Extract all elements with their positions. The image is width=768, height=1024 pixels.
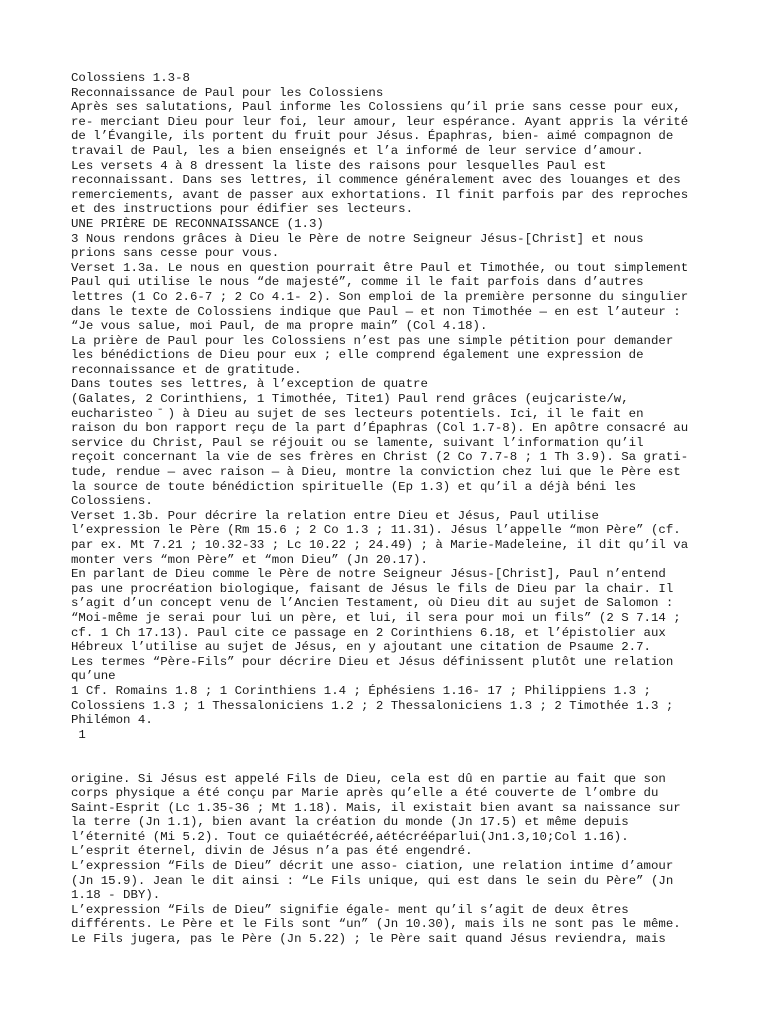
text-line: tude, rendue — avec raison — à Dieu, montre la conviction chez lui que le Père est: [71, 465, 681, 480]
text-line: Le Fils jugera, pas le Père (Jn 5.22) ; le Père sait quand Jésus reviendra, mais: [71, 932, 666, 947]
text-line: la terre (Jn 1.1), bien avant la création du monde (Jn 17.5) et même depuis: [71, 815, 629, 830]
text-line: service du Christ, Paul se réjouit ou se lamente, suivant l’information qu’il: [71, 435, 644, 450]
text-line: remerciements, avant de passer aux exhortations. Il finit parfois par des reproches: [71, 187, 689, 202]
text-line: Colossiens.: [71, 494, 153, 509]
text-line: par ex. Mt 7.21 ; 10.32-33 ; Lc 10.22 ; 24.49) ; à Marie-Madeleine, il dit qu’il va: [71, 538, 689, 552]
text-line: Verset 1.3b. Pour décrire la relation entre Dieu et Jésus, Paul utilise: [71, 508, 599, 523]
text-line: “Je vous salue, moi Paul, de ma propre main” (Col 4.18).: [71, 319, 488, 334]
text-line: l’éternité (Mi 5.2). Tout ce quiaétécréé,aétécrééparlui(Jn1.3,10;Col 1.16).: [71, 829, 629, 844]
text-line: raison du bon rapport reçu de la part d’Épaphras (Col 1.7-8). En apôtre consacré au: [71, 421, 689, 436]
document-text-page-2: [71, 772, 711, 947]
text-line: Les versets 4 à 8 dressent la liste des raisons pour lesquelles Paul est: [71, 158, 607, 173]
text-line: origine. Si Jésus est appelé Fils de Dieu, cela est dû en partie au fait que son: [71, 771, 666, 786]
text-line: Reconnaissance de Paul pour les Colossiens: [71, 85, 384, 100]
text-line: 3 Nous rendons grâces à Dieu le Père de notre Seigneur Jésus-[Christ] et nous: [71, 231, 644, 246]
text-line: Après ses salutations, Paul informe les Colossiens qu’il prie sans cesse pour eux,: [71, 100, 681, 115]
text-line: Verset 1.3a. Le nous en question pourrait être Paul et Timothée, ou tout simplement: [71, 260, 689, 275]
text-line: s’agit d’un concept venu de l’Ancien Testament, où Dieu dit au sujet de Salomon :: [71, 596, 674, 611]
text-line: Philémon 4.: [71, 713, 153, 728]
text-line: dans le texte de Colossiens indique que Paul — et non Timothée — en est l’auteur :: [71, 304, 681, 319]
text-line: (Galates, 2 Corinthiens, 1 Timothée, Tite1) Paul rend grâces (eujcariste/w,: [71, 392, 629, 407]
text-line: Saint-Esprit (Lc 1.35-36 ; Mt 1.18). Mais, il existait bien avant sa naissance sur: [71, 800, 681, 815]
text-line: différents. Le Père et le Fils sont “un” (Jn 10.30), mais ils ne sont pas le même.: [71, 917, 681, 932]
text-line: prions sans cesse pour vous.: [71, 246, 280, 261]
text-line: les bénédictions de Dieu pour eux ; elle comprend également une expression de: [71, 348, 644, 363]
text-line: Hébreux l’utilise au sujet de Jésus, en y ajoutant une citation de Psaume 2.7.: [71, 640, 651, 655]
text-line: lettres (1 Co 2.6-7 ; 2 Co 4.1- 2). Son emploi de la première personne du singulier: [71, 289, 689, 304]
text-line: pas une procréation biologique, faisant de Jésus le fils de Dieu par la chair. Il: [71, 581, 674, 596]
text-line: cf. 1 Ch 17.13). Paul cite ce passage en 2 Corinthiens 6.18, et l’épistolier aux: [71, 625, 666, 640]
text-line: Les termes “Père-Fils” pour décrire Dieu et Jésus définissent plutôt une relation: [71, 654, 674, 669]
text-line: L’expression “Fils de Dieu” signifie égale- ment qu’il s’agit de deux êtres: [71, 902, 629, 917]
text-line: 1.18 - DBY).: [71, 888, 161, 903]
text-line: monter vers “mon Père” et “mon Dieu” (Jn 20.17).: [71, 552, 428, 567]
text-line: travail de Paul, les a bien enseignés et l’a informé de leur service d’amour.: [71, 143, 644, 158]
document-page: [71, 71, 711, 947]
document-text-page-1: [71, 71, 711, 742]
text-line: UNE PRIÈRE DE RECONNAISSANCE (1.3): [71, 216, 324, 231]
text-line: 1 Cf. Romains 1.8 ; 1 Corinthiens 1.4 ; Éphésiens 1.16- 17 ; Philippiens 1.3 ;: [71, 683, 651, 698]
text-line: 1: [71, 727, 86, 742]
text-line: corps physique a été conçu par Marie après qu’elle a été couverte de l’ombre du: [71, 786, 659, 801]
text-line: eucharisteo ̄ ) à Dieu au sujet de ses lecteurs potentiels. Ici, il le fait en: [71, 406, 644, 421]
text-line: de l’Évangile, ils portent du fruit pour Jésus. Épaphras, bien- aimé compagnon de: [71, 129, 674, 144]
text-line: re- merciant Dieu pour leur foi, leur amour, leur espérance. Ayant appris la vérité: [71, 114, 689, 129]
text-line: l’expression le Père (Rm 15.6 ; 2 Co 1.3 ; 11.31). Jésus l’appelle “mon Père” (cf.: [71, 523, 681, 538]
text-line: qu’une: [71, 669, 116, 684]
page-break-gap: [71, 742, 711, 757]
text-line: reconnaissance et de gratitude.: [71, 362, 302, 377]
text-line: reconnaissant. Dans ses lettres, il commence généralement avec des louanges et des: [71, 173, 681, 188]
text-line: Dans toutes ses lettres, à l’exception de quatre: [71, 377, 428, 392]
text-line: la source de toute bénédiction spirituelle (Ep 1.3) et qu’il a déjà béni les: [71, 479, 637, 494]
text-line: L’esprit éternel, divin de Jésus n’a pas été engendré.: [71, 844, 473, 859]
text-line: (Jn 15.9). Jean le dit ainsi : “Le Fils unique, qui est dans le sein du Père” (Jn: [71, 873, 674, 888]
page-break-gap: [71, 757, 711, 772]
text-line: Colossiens 1.3-8: [71, 71, 190, 85]
text-line: En parlant de Dieu comme le Père de notre Seigneur Jésus-[Christ], Paul n’entend: [71, 567, 666, 582]
text-line: La prière de Paul pour les Colossiens n’est pas une simple pétition pour demander: [71, 333, 674, 348]
text-line: “Moi-même je serai pour lui un père, et lui, il sera pour moi un fils” (2 S 7.14 ;: [71, 610, 681, 625]
text-line: et des instructions pour édifier ses lecteurs.: [71, 202, 414, 217]
text-line: L’expression “Fils de Dieu” décrit une asso- ciation, une relation intime d’amour: [71, 859, 674, 874]
text-line: Paul qui utilise le nous “de majesté”, comme il le fait parfois dans d’autres: [71, 275, 644, 290]
text-line: reçoit concernant la vie de ses frères en Christ (2 Co 7.7-8 ; 1 Th 3.9). Sa grati-: [71, 450, 689, 465]
text-line: Colossiens 1.3 ; 1 Thessaloniciens 1.2 ; 2 Thessaloniciens 1.3 ; 2 Timothée 1.3 ;: [71, 698, 674, 713]
